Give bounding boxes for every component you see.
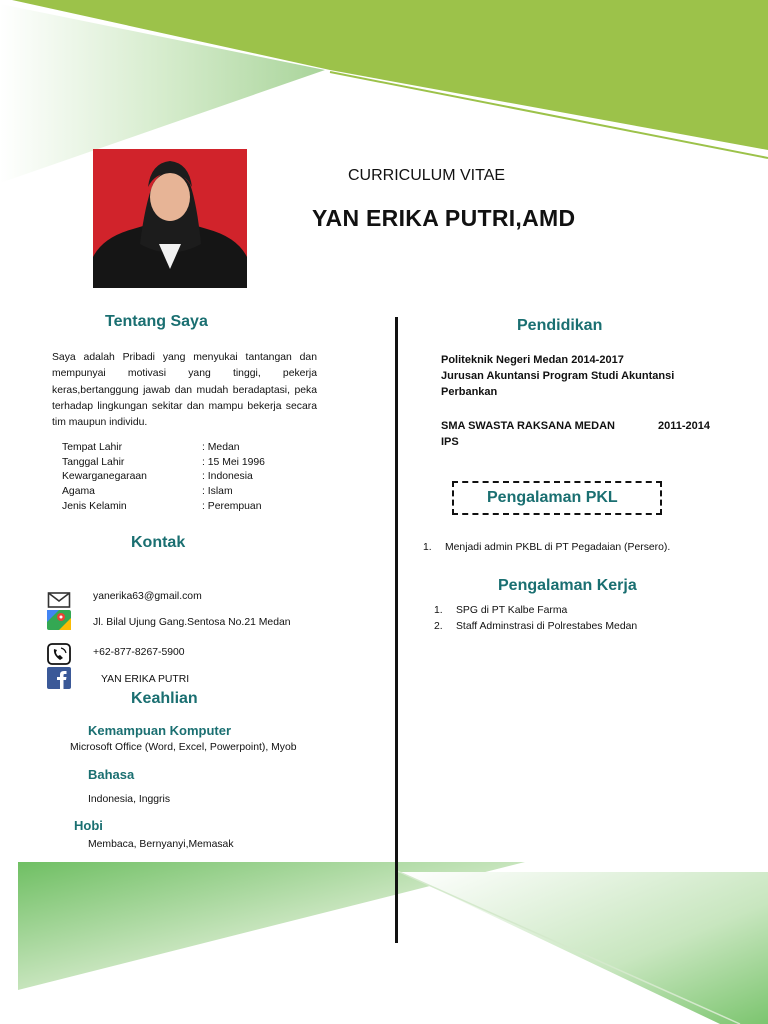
education-years: 2011-2014 xyxy=(658,420,710,432)
profile-photo xyxy=(93,149,247,288)
education-line: IPS xyxy=(441,436,459,448)
list-number: 2. xyxy=(434,621,443,632)
list-text: SPG di PT Kalbe Farma xyxy=(456,605,568,616)
computer-skills-value: Microsoft Office (Word, Excel, Powerpoint), Myob xyxy=(70,742,297,753)
candidate-name: YAN ERIKA PUTRI,AMD xyxy=(312,205,576,231)
detail-label: Kewarganegaraan xyxy=(62,471,147,482)
detail-value: : Medan xyxy=(202,442,240,453)
list-item xyxy=(434,621,734,635)
contact-heading: Kontak xyxy=(131,534,186,551)
detail-label: Agama xyxy=(62,486,95,497)
language-heading: Bahasa xyxy=(88,767,135,782)
list-item xyxy=(434,605,734,619)
detail-value: : Indonesia xyxy=(202,471,253,482)
list-text: Menjadi admin PKBL di PT Pegadaian (Persero). xyxy=(445,542,671,553)
detail-value: : Perempuan xyxy=(202,501,262,512)
detail-value: : Islam xyxy=(202,486,233,497)
list-number: 1. xyxy=(434,605,443,616)
skills-heading: Keahlian xyxy=(131,690,198,707)
education-line: Politeknik Negeri Medan 2014-2017 xyxy=(441,354,624,366)
about-heading: Tentang Saya xyxy=(105,313,208,330)
contact-email[interactable]: yanerika63@gmail.com xyxy=(93,591,202,602)
about-paragraph: Saya adalah Pribadi yang menyukai tantangan dan mempunyai motivasi yang tinggi, pekerja keras,bertanggung jawab dan mudah beradaptasi, peka terhadap lingkungan sekitar dan mampu bekerja secara tim maupun individu. xyxy=(52,352,317,429)
education-line: Jurusan Akuntansi Program Studi Akuntansi xyxy=(441,370,675,382)
maps-icon xyxy=(47,610,71,630)
detail-label: Jenis Kelamin xyxy=(62,501,127,512)
computer-skills-heading: Kemampuan Komputer xyxy=(88,723,232,738)
language-value: Indonesia, Inggris xyxy=(88,794,171,805)
column-divider xyxy=(395,317,398,943)
phone-icon xyxy=(47,643,71,663)
education-entry xyxy=(441,352,674,400)
education-entry xyxy=(441,418,731,450)
mail-icon xyxy=(47,590,71,610)
hobby-heading: Hobi xyxy=(74,818,103,833)
work-heading: Pengalaman Kerja xyxy=(498,577,637,594)
list-item xyxy=(423,542,723,556)
education-school: SMA SWASTA RAKSANA MEDAN xyxy=(441,420,615,432)
education-heading: Pendidikan xyxy=(517,317,603,334)
facebook-icon xyxy=(47,667,71,689)
list-text: Staff Adminstrasi di Polrestabes Medan xyxy=(456,621,638,632)
cv-title: CURRICULUM VITAE xyxy=(348,167,506,184)
detail-label: Tempat Lahir xyxy=(62,442,123,453)
pkl-heading: Pengalaman PKL xyxy=(487,489,618,506)
contact-phone[interactable]: +62-877-8267-5900 xyxy=(93,647,185,658)
hobby-value: Membaca, Bernyanyi,Memasak xyxy=(88,839,234,850)
list-number: 1. xyxy=(423,542,432,553)
detail-value: : 15 Mei 1996 xyxy=(202,457,265,468)
contact-address: Jl. Bilal Ujung Gang.Sentosa No.21 Medan xyxy=(93,617,291,628)
contact-facebook[interactable]: YAN ERIKA PUTRI xyxy=(101,674,190,685)
detail-label: Tanggal Lahir xyxy=(62,457,125,468)
education-line: Perbankan xyxy=(441,386,498,398)
